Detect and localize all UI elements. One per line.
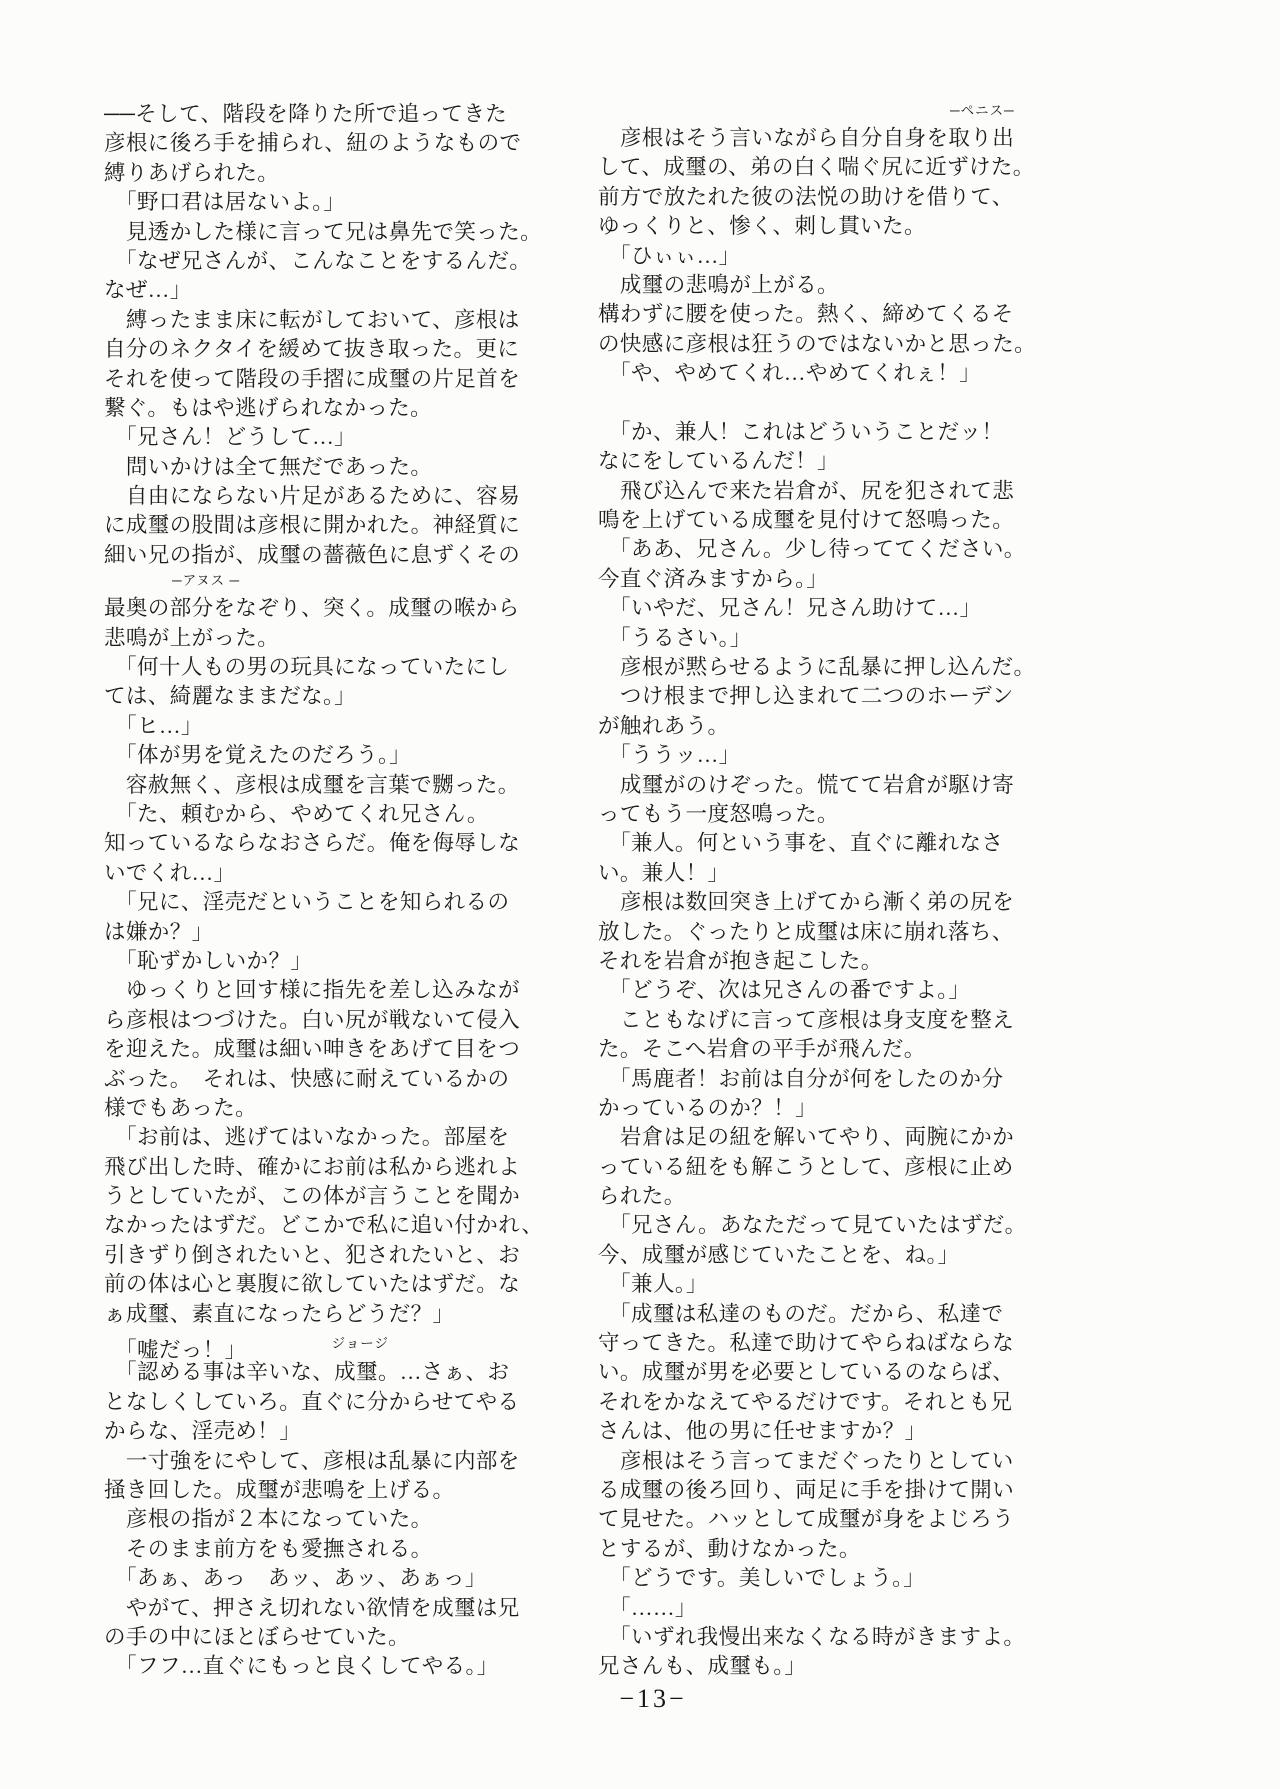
text-line: 自由にならない片足があるために、容易 [104,484,521,509]
text-line: 様でもあった。 [104,1095,258,1120]
text-line: つけ根まで押し込まれて二つのホーデン [598,684,1014,709]
text-line: 自分のネクタイを緩めて抜き取った。更に [104,337,520,362]
text-line: 縛りあげられた。 [104,160,280,185]
text-line: 「……」 [598,1595,697,1620]
text-line: 「いやだ、兄さん！兄さん助けて…」 [598,596,982,621]
text-line: とするが、動けなかった。 [598,1536,861,1561]
text-line: を迎えた。成璽は細い呻きをあげて目をつ [104,1037,521,1062]
text-line: 鳴を上げている成璽を見付けて怒鳴った。 [598,508,1015,533]
text-line: に成璽の股間は彦根に開かれた。神経質に [104,513,521,538]
text-line: て見せた。ハッとして成璽が身をよじろう [598,1507,1015,1532]
text-line: 彦根に後ろ手を捕られ、紐のようなもので [104,131,522,156]
text-line: ぶった。 それは、快感に耐えているかの [104,1066,510,1091]
text-line: かっているのか？！」 [598,1095,818,1120]
text-line: うとしていたが、この体が言うことを聞か [104,1184,521,1209]
text-line: そのまま前方をも愛撫される。 [104,1536,433,1561]
text-line: 今、成璽が感じていたことを、ね。」 [598,1242,960,1267]
text-line: 岩倉は足の紐を解いてやり、両腕にかか [598,1125,1015,1150]
text-line: 「いずれ我慢出来なくなる時がきますよ。 [598,1624,1026,1649]
text-line: 容赦無く、彦根は成璽を言葉で嬲った。 [104,772,520,797]
text-line: の快感に彦根は狂うのではないかと思った。 [598,331,1037,356]
text-line: 守ってきた。私達で助けてやらねばならな [598,1331,1015,1356]
blank-line [598,389,1090,418]
text-line: なかったはずだ。どこかで私に追い付かれ、 [104,1213,544,1238]
text-line: が触れあう。 [598,713,730,738]
text-line: 「うるさい。」 [598,625,752,650]
text-line: ぁ成璽、素直になったらどうだ？」 [104,1301,455,1326]
text-line: 「野口君は居ないよ。」 [104,190,346,215]
page-number: −13− [619,1684,687,1713]
text-line: 「や、やめてくれ…やめてくれぇ！」 [598,361,982,386]
text-line: 「兄に、淫売だということを知られるの [104,890,510,915]
column-left [104,100,596,1682]
text-line: 「嘘だっ！」 $^{ジョージ}$ [104,1336,390,1363]
text-line: 「体が男を覚えたのだろう。」 [104,743,412,768]
text-line: 「馬鹿者！お前は自分が何をしたのか分 [598,1066,1004,1091]
text-line: 成璽の悲鳴が上がる。 [598,272,839,297]
text-line: 今直ぐ済みますから。」 [598,566,829,591]
text-line: 「認める事は辛いな、成璽。…さぁ、お [104,1360,510,1385]
text-line: それを岩倉が抱き起こした。 [598,948,883,973]
text-line: 掻き回した。成璽が悲鳴を上げる。 [104,1477,455,1502]
text-line: 放した。ぐったりと成璽は床に崩れ落ち、 [598,919,1014,944]
text-line: られた。 [598,1184,686,1209]
text-line: やがて、押さえ切れない欲情を成璽は兄 [104,1595,520,1620]
text-line: 引きずり倒されたいと、犯されたいと、お [104,1242,521,1267]
text-line: 「あぁ、あっ あッ、あッ、あぁっ」 [104,1566,487,1591]
text-line: 「た、頼むから、やめてくれ兄さん。 [104,801,489,826]
text-line: 縛ったまま床に転がしておいて、彦根は [104,307,520,332]
text-line: それをかなえてやるだけです。それとも兄 [598,1389,1013,1414]
text-line: 「兼人。」 [598,1272,708,1297]
text-line: して、成璽の、弟の白く喘ぐ尻に近ずけた。 [598,155,1035,180]
text-line: 成璽がのけぞった。慌てて岩倉が駆け寄 [598,772,1015,797]
column-right [598,100,1090,1682]
text-line: ゆっくりと、惨く、刺し貫いた。 [598,214,926,239]
text-line: ってもう一度怒鳴った。 [598,801,839,826]
text-line: 見透かした様に言って兄は鼻先で笑った。 [104,219,543,244]
text-line: 繋ぐ。もはや逃げられなかった。 [104,395,433,420]
text-line: た。そこへ岩倉の平手が飛んだ。 [598,1037,926,1062]
text-line: 「ああ、兄さん。少し待っててください。 [598,537,1026,562]
text-line: 悲鳴が上がった。 [104,625,280,650]
text-line: ては、綺麗なままだな。」 [104,684,357,709]
ruby-annotation: ジョージ [331,1336,390,1352]
text-line: なぜ…」 [104,278,192,303]
text-line: 「成璽は私達のものだ。だから、私達で [598,1301,1004,1326]
text-line: 「か、兼人！これはどういうことだッ！ [598,419,1004,444]
text-line: 「兄さん。あなただって見ていたはずだ。 [598,1213,1027,1238]
text-line: ──そして、階段を降りた所で追ってきた [104,102,508,126]
text-line: 「ううッ…」 [598,743,741,768]
text-line: 彦根が黙らせるように乱暴に押し込んだ。 [598,655,1036,680]
text-line: い。兼人！」 [598,860,730,885]
text-line: 前の体は心と裏腹に欲していたはずだ。な [104,1272,521,1297]
text-line: 一寸強をにやして、彦根は乱暴に内部を [104,1448,520,1473]
text-line: 知っているならなおさらだ。俺を侮辱しな [104,831,521,856]
text-line: 前方で放たれた彼の法悦の助けを借りて、 [598,184,1014,209]
text-line: 「お前は、逃げてはいなかった。部屋を [104,1125,510,1150]
ruby-annotation-line: ─アヌス ─ [172,573,241,589]
text-line: 「どうです。美しいでしょう。」 [598,1566,926,1591]
text-line: 「ひぃぃ…」 [598,243,741,268]
text-line: 「ヒ…」 [104,713,203,738]
text-line: る成璽の後ろ回り、両足に手を掛けて開い [598,1477,1015,1502]
text-line: こともなげに言って彦根は身支度を整え [598,1007,1015,1032]
text-line: 彦根は数回突き上げてから漸く弟の尻を [598,890,1015,915]
text-line: 最奥の部分をなぞり、突く。成璽の喉から [104,596,520,621]
text-line: 彦根の指が２本になっていた。 [104,1507,433,1532]
text-line: 「恥ずかしいか？」 [104,948,313,973]
text-line: いでくれ…」 [104,860,236,885]
text-line: 細い兄の指が、成璽の薔薇色に息ずくその [104,542,521,567]
text-line: となしくしていろ。直ぐに分からせてやる [104,1389,520,1414]
text-line: は嫌か？」 [104,919,214,944]
text-line: それを使って階段の手摺に成璽の片足首を [104,366,521,391]
text-line: 兄さんも、成璽も。」 [598,1654,807,1679]
text-line: 彦根はそう言いながら自分自身を取り出 [598,126,1015,150]
text-line: 問いかけは全て無だであった。 [104,454,433,479]
text-line: 「なぜ兄さんが、こんなことをするんだ。 [104,248,532,273]
text-line: ら彦根はつづけた。白い尻が戦ないて侵入 [104,1007,521,1032]
text-line: 彦根はそう言ってまだぐったりとしてい [598,1448,1014,1473]
text-line: ゆっくりと回す様に指先を差し込みなが [104,978,520,1003]
text-line: 構わずに腰を使った。熱く、締めてくるそ [598,302,1014,327]
text-line: 「フフ…直ぐにもっと良くしてやる。」 [104,1654,499,1679]
ruby-annotation-line: ─ペニス─ [950,103,1015,118]
text-line: の手の中にほとぼらせていた。 [104,1624,410,1649]
text-line: 「どうぞ、次は兄さんの番ですよ。」 [598,978,971,1003]
text-line: 飛び込んで来た岩倉が、尻を犯されて悲 [598,478,1015,503]
text-line: なにをしているんだ！」 [598,449,839,474]
text-line: からな、淫売め！」 [104,1419,302,1444]
text-line: 「兼人。何という事を、直ぐに離れなさ [598,831,1004,856]
text-line: 「兄さん！どうして…」 [104,425,357,450]
text-line: 飛び出した時、確かにお前は私から逃れよ [104,1154,521,1179]
text-line: さんは、他の男に任せますか？」 [598,1419,927,1444]
text-line: 「何十人もの男の玩具になっていたにし [104,655,510,680]
text-line: い。成璽が男を必要としているのならば、 [598,1360,1015,1385]
text-line: っている紐をも解こうとして、彦根に止め [598,1154,1014,1179]
